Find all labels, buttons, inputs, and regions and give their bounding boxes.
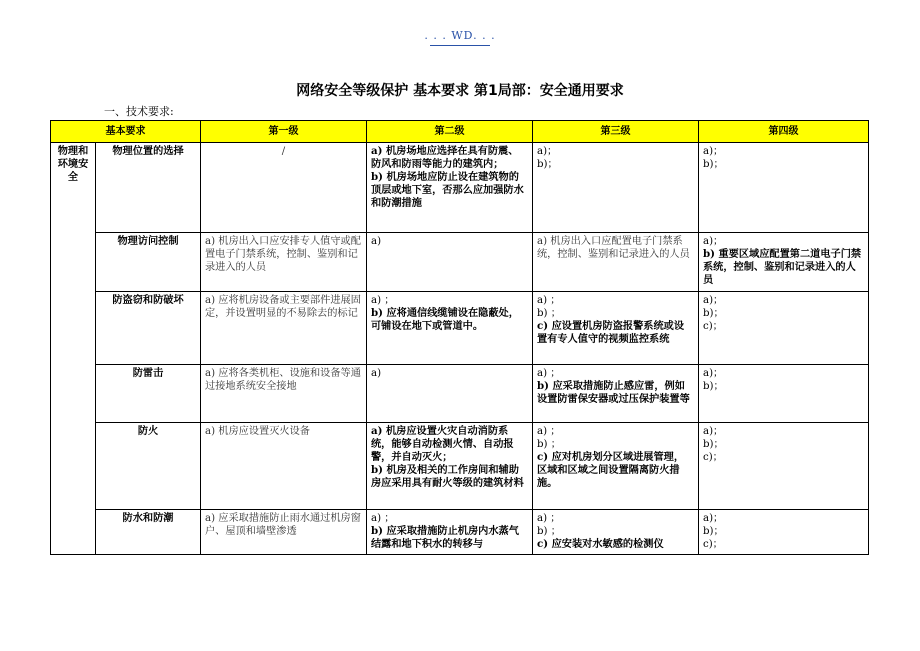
- cell-text: b)；: [703, 381, 724, 392]
- cell-l4: [699, 423, 869, 510]
- cell-l2: [367, 510, 533, 555]
- cell-l4: [699, 510, 869, 555]
- cell-text: a) ；: [537, 368, 561, 379]
- requirements-table: [50, 120, 869, 555]
- cell-text: a)；: [703, 426, 724, 437]
- cell-text: b)；: [703, 308, 724, 319]
- cell-l2: [367, 233, 533, 292]
- cell-text: b) ；: [537, 526, 561, 537]
- item-water-moisture-protection: 防水和防潮: [96, 510, 201, 555]
- cell-text: a)；: [703, 146, 724, 157]
- cell-text: a) 机房出入口应安排专人值守或配置电子门禁系统，控制、鉴别和记录进入的人员: [205, 236, 361, 273]
- cell-text: a) ；: [537, 295, 561, 306]
- header-basic-requirement: 基本要求: [51, 121, 201, 143]
- cell-text: b) 机房及相关的工作房间和辅助房应采用具有耐火等级的建筑材料: [371, 464, 524, 489]
- cell-text: a) ；: [371, 295, 395, 306]
- cell-text: a) ；: [371, 513, 395, 524]
- cell-l4: [699, 365, 869, 423]
- item-anti-theft: 防盗窃和防破坏: [96, 292, 201, 365]
- category-cell: 物理和环境安全: [51, 143, 96, 555]
- cell-text: a) 机房应设置火灾自动消防系统，能够自动检测火情、自动报警，并自动灭火；: [371, 425, 514, 463]
- cell-text: a) ；: [537, 426, 561, 437]
- document-title: 网络安全等级保护 基本要求 第1局部：安全通用要求: [296, 83, 624, 99]
- cell-text: b) 应采取措施防止感应雷，例如设置防雷保安器或过压保护装置等: [537, 380, 690, 405]
- cell-l2: [367, 292, 533, 365]
- cell-text: b)；: [537, 159, 558, 170]
- cell-text: b)；: [703, 159, 724, 170]
- cell-l3: [533, 143, 699, 233]
- table-row: [51, 423, 869, 510]
- cell-l1: [201, 423, 367, 510]
- cell-text: b) ；: [537, 439, 561, 450]
- cell-l1: [201, 365, 367, 423]
- table-row: [51, 143, 869, 233]
- cell-text: b)；: [703, 439, 724, 450]
- table-row: [51, 365, 869, 423]
- header-divider: [430, 45, 490, 46]
- cell-l1: [201, 233, 367, 292]
- table-row: [51, 233, 869, 292]
- cell-l2: [367, 143, 533, 233]
- cell-text: a)；: [537, 146, 558, 157]
- cell-text: b) ；: [537, 308, 561, 319]
- item-fire-protection: 防火: [96, 423, 201, 510]
- cell-l1: [201, 510, 367, 555]
- cell-l2: [367, 365, 533, 423]
- cell-text: b) 应采取措施防止机房内水蒸气结露和地下积水的转移与: [371, 525, 519, 550]
- cell-text: a): [371, 236, 382, 247]
- page-header-mark: . . . WD. . .: [424, 29, 496, 42]
- item-physical-location: 物理位置的选择: [96, 143, 201, 233]
- cell-text: a) 机房应设置灭火设备: [205, 426, 310, 437]
- cell-text: a) 机房场地应选择在具有防震、防风和防雨等能力的建筑内；: [371, 145, 519, 170]
- cell-text: c)；: [703, 452, 723, 463]
- header-level-4: 第四级: [699, 121, 869, 143]
- cell-text: c)；: [703, 539, 723, 550]
- table-row: [51, 292, 869, 365]
- cell-l2: [367, 423, 533, 510]
- cell-text: a) 应将各类机柜、设施和设备等通过接地系统安全接地: [205, 368, 361, 392]
- cell-l4: [699, 233, 869, 292]
- section-heading: 一、技术要求:: [104, 105, 174, 118]
- cell-text: c) 应安装对水敏感的检测仪: [537, 538, 664, 550]
- cell-l3: [533, 423, 699, 510]
- cell-l4: [699, 143, 869, 233]
- cell-text: b) 应将通信线缆铺设在隐蔽处，可铺设在地下或管道中。: [371, 307, 519, 332]
- cell-l1: [201, 143, 367, 233]
- cell-l1: [201, 292, 367, 365]
- cell-text: a)；: [703, 295, 724, 306]
- table-row: [51, 510, 869, 555]
- cell-l3: [533, 292, 699, 365]
- cell-l4: [699, 292, 869, 365]
- item-lightning-protection: 防雷击: [96, 365, 201, 423]
- cell-l3: [533, 233, 699, 292]
- cell-text: a) ；: [537, 513, 561, 524]
- cell-text: b) 机房场地应防止设在建筑物的顶层或地下室，否那么应加强防水和防潮措施: [371, 171, 524, 209]
- cell-l3: [533, 510, 699, 555]
- header-level-2: 第二级: [367, 121, 533, 143]
- cell-text: a) 机房出入口应配置电子门禁系统，控制、鉴别和记录进入的人员: [537, 236, 690, 260]
- cell-text: a)；: [703, 236, 724, 247]
- cell-text: a)；: [703, 368, 724, 379]
- cell-text: a)；: [703, 513, 724, 524]
- cell-text: c) 应对机房划分区域进展管理，区域和区域之间设置隔离防火措施。: [537, 451, 685, 489]
- cell-text: c)；: [703, 321, 723, 332]
- item-physical-access-control: 物理访问控制: [96, 233, 201, 292]
- cell-text: b)；: [703, 526, 724, 537]
- cell-text: a) 应将机房设备或主要部件进展固定，并设置明显的不易除去的标记: [205, 295, 361, 319]
- table-header-row: [51, 121, 869, 143]
- cell-l3: [533, 365, 699, 423]
- cell-text: b) 重要区域应配置第二道电子门禁系统，控制、鉴别和记录进入的人员: [703, 248, 862, 286]
- cell-text: /: [281, 146, 286, 157]
- cell-text: c) 应设置机房防盗报警系统或设置有专人值守的视频监控系统: [537, 320, 685, 345]
- cell-text: a) 应采取措施防止雨水通过机房窗户、屋顶和墙壁渗透: [205, 513, 361, 537]
- header-level-1: 第一级: [201, 121, 367, 143]
- header-level-3: 第三级: [533, 121, 699, 143]
- cell-text: a): [371, 368, 382, 379]
